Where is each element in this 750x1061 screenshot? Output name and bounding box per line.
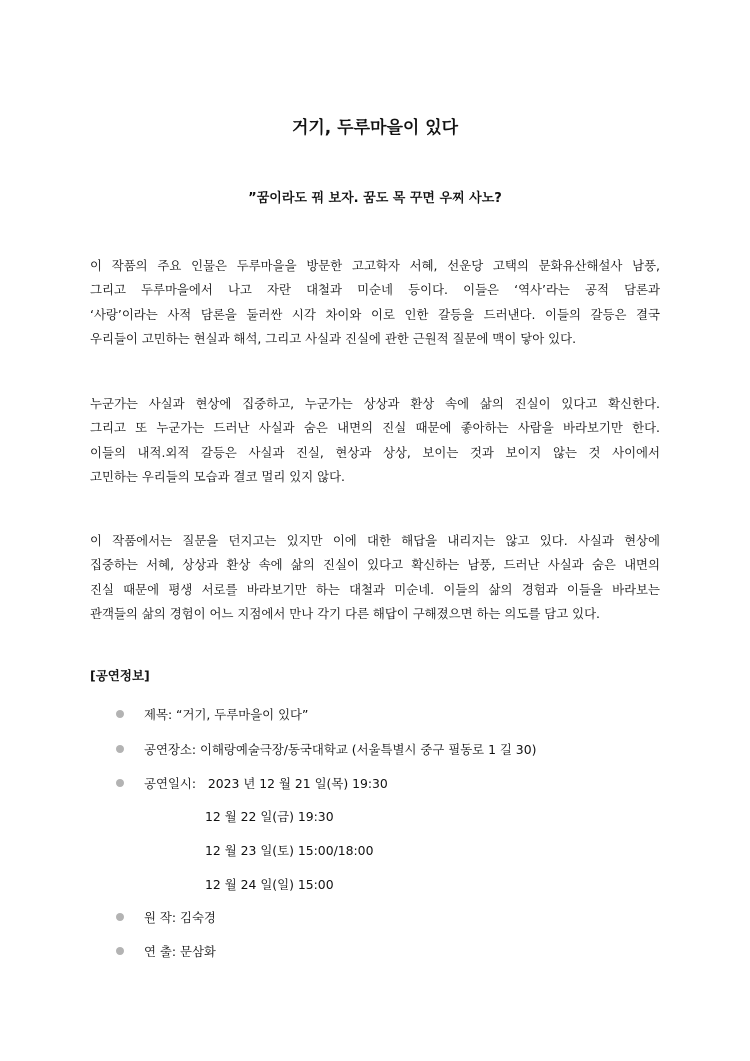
- info-item-text: 연 출: 문삼화: [144, 944, 216, 959]
- info-item-text: 제목: “거기, 두루마을이 있다”: [144, 707, 309, 722]
- info-item-text: 원 작: 김숙경: [144, 910, 216, 925]
- document-subtitle: ”꿈이라도 꿔 보자. 꿈도 목 꾸면 우찌 사노?: [248, 191, 502, 206]
- paragraph-1: [90, 254, 660, 351]
- paragraph-2: [90, 392, 660, 489]
- info-item-title: [116, 705, 308, 723]
- bullet-icon: [116, 913, 124, 921]
- paragraph-line: 누군가는 사실과 현상에 집중하고, 누군가는 상상과 환상 속에 삶의 진실이 있다고 확신한다.: [90, 396, 660, 411]
- info-item-text: 공연장소: 이해랑예술극장/동국대학교 (서울특별시 중구 필동로 1 길 30): [144, 742, 537, 757]
- paragraph-line: 관객들의 삶의 경험이 어느 지점에서 만나 각기 다른 해답이 구해졌으면 하는 의도를 담고 있다.: [90, 605, 600, 621]
- paragraph-line: 이 작품에서는 질문을 던지고는 있지만 이에 대한 해답을 내리지는 않고 있다. 사실과 현상에: [90, 533, 660, 548]
- info-item-director: [116, 942, 216, 960]
- paragraph-line: ‘사랑’이라는 사적 담론을 둘러싼 시각 차이와 이로 인한 갈등을 드러낸다. 이들의 갈등은 결국: [90, 306, 660, 322]
- paragraph-line: 그리고 또 누군가는 드러난 사실과 숨은 내면의 진실 때문에 좋아하는 사람을 바라보기만 한다.: [90, 420, 660, 436]
- info-date-line: 12 월 22 일(금) 19:30: [205, 809, 334, 824]
- paragraph-line: 고민하는 우리들의 모습과 결코 멀리 있지 않다.: [90, 468, 345, 484]
- paragraph-3: [90, 529, 660, 626]
- bullet-icon: [116, 710, 124, 718]
- performance-info-heading: [공연정보]: [90, 668, 150, 683]
- info-item-author: [116, 908, 216, 926]
- info-item-text: 공연일시: 2023 년 12 월 21 일(목) 19:30: [144, 776, 388, 791]
- paragraph-line: 우리들이 고민하는 현실과 해석, 그리고 사실과 진실에 관한 근원적 질문에 맥이 닿아 있다.: [90, 330, 577, 346]
- bullet-icon: [116, 779, 124, 787]
- paragraph-line: 집중하는 서혜, 상상과 환상 속에 삶의 진실이 있다고 확신하는 남풍, 드러난 사실과 숨은 내면의: [90, 557, 660, 573]
- bullet-icon: [116, 947, 124, 955]
- paragraph-line: 이 작품의 주요 인물은 두루마을을 방문한 고고학자 서혜, 선운당 고택의 문화유산해설사 남풍,: [90, 258, 660, 273]
- info-date-line: 12 월 24 일(일) 15:00: [205, 877, 334, 892]
- bullet-icon: [116, 745, 124, 753]
- document-title: 거기, 두루마을이 있다: [291, 118, 459, 138]
- paragraph-line: 그리고 두루마을에서 나고 자란 대철과 미순네 등이다. 이들은 ‘역사’라는 공적 담론과: [90, 282, 660, 298]
- info-date-line: 12 월 23 일(토) 15:00/18:00: [205, 843, 374, 858]
- paragraph-line: 진실 때문에 평생 서로를 바라보기만 하는 대철과 미순네. 이들의 삶의 경험과 이들을 바라보는: [90, 581, 660, 597]
- info-item-venue: [116, 740, 536, 758]
- paragraph-line: 이들의 내적.외적 갈등은 사실과 진실, 현상과 상상, 보이는 것과 보이지 않는 것 사이에서: [90, 444, 660, 460]
- info-item-dates: [116, 774, 388, 792]
